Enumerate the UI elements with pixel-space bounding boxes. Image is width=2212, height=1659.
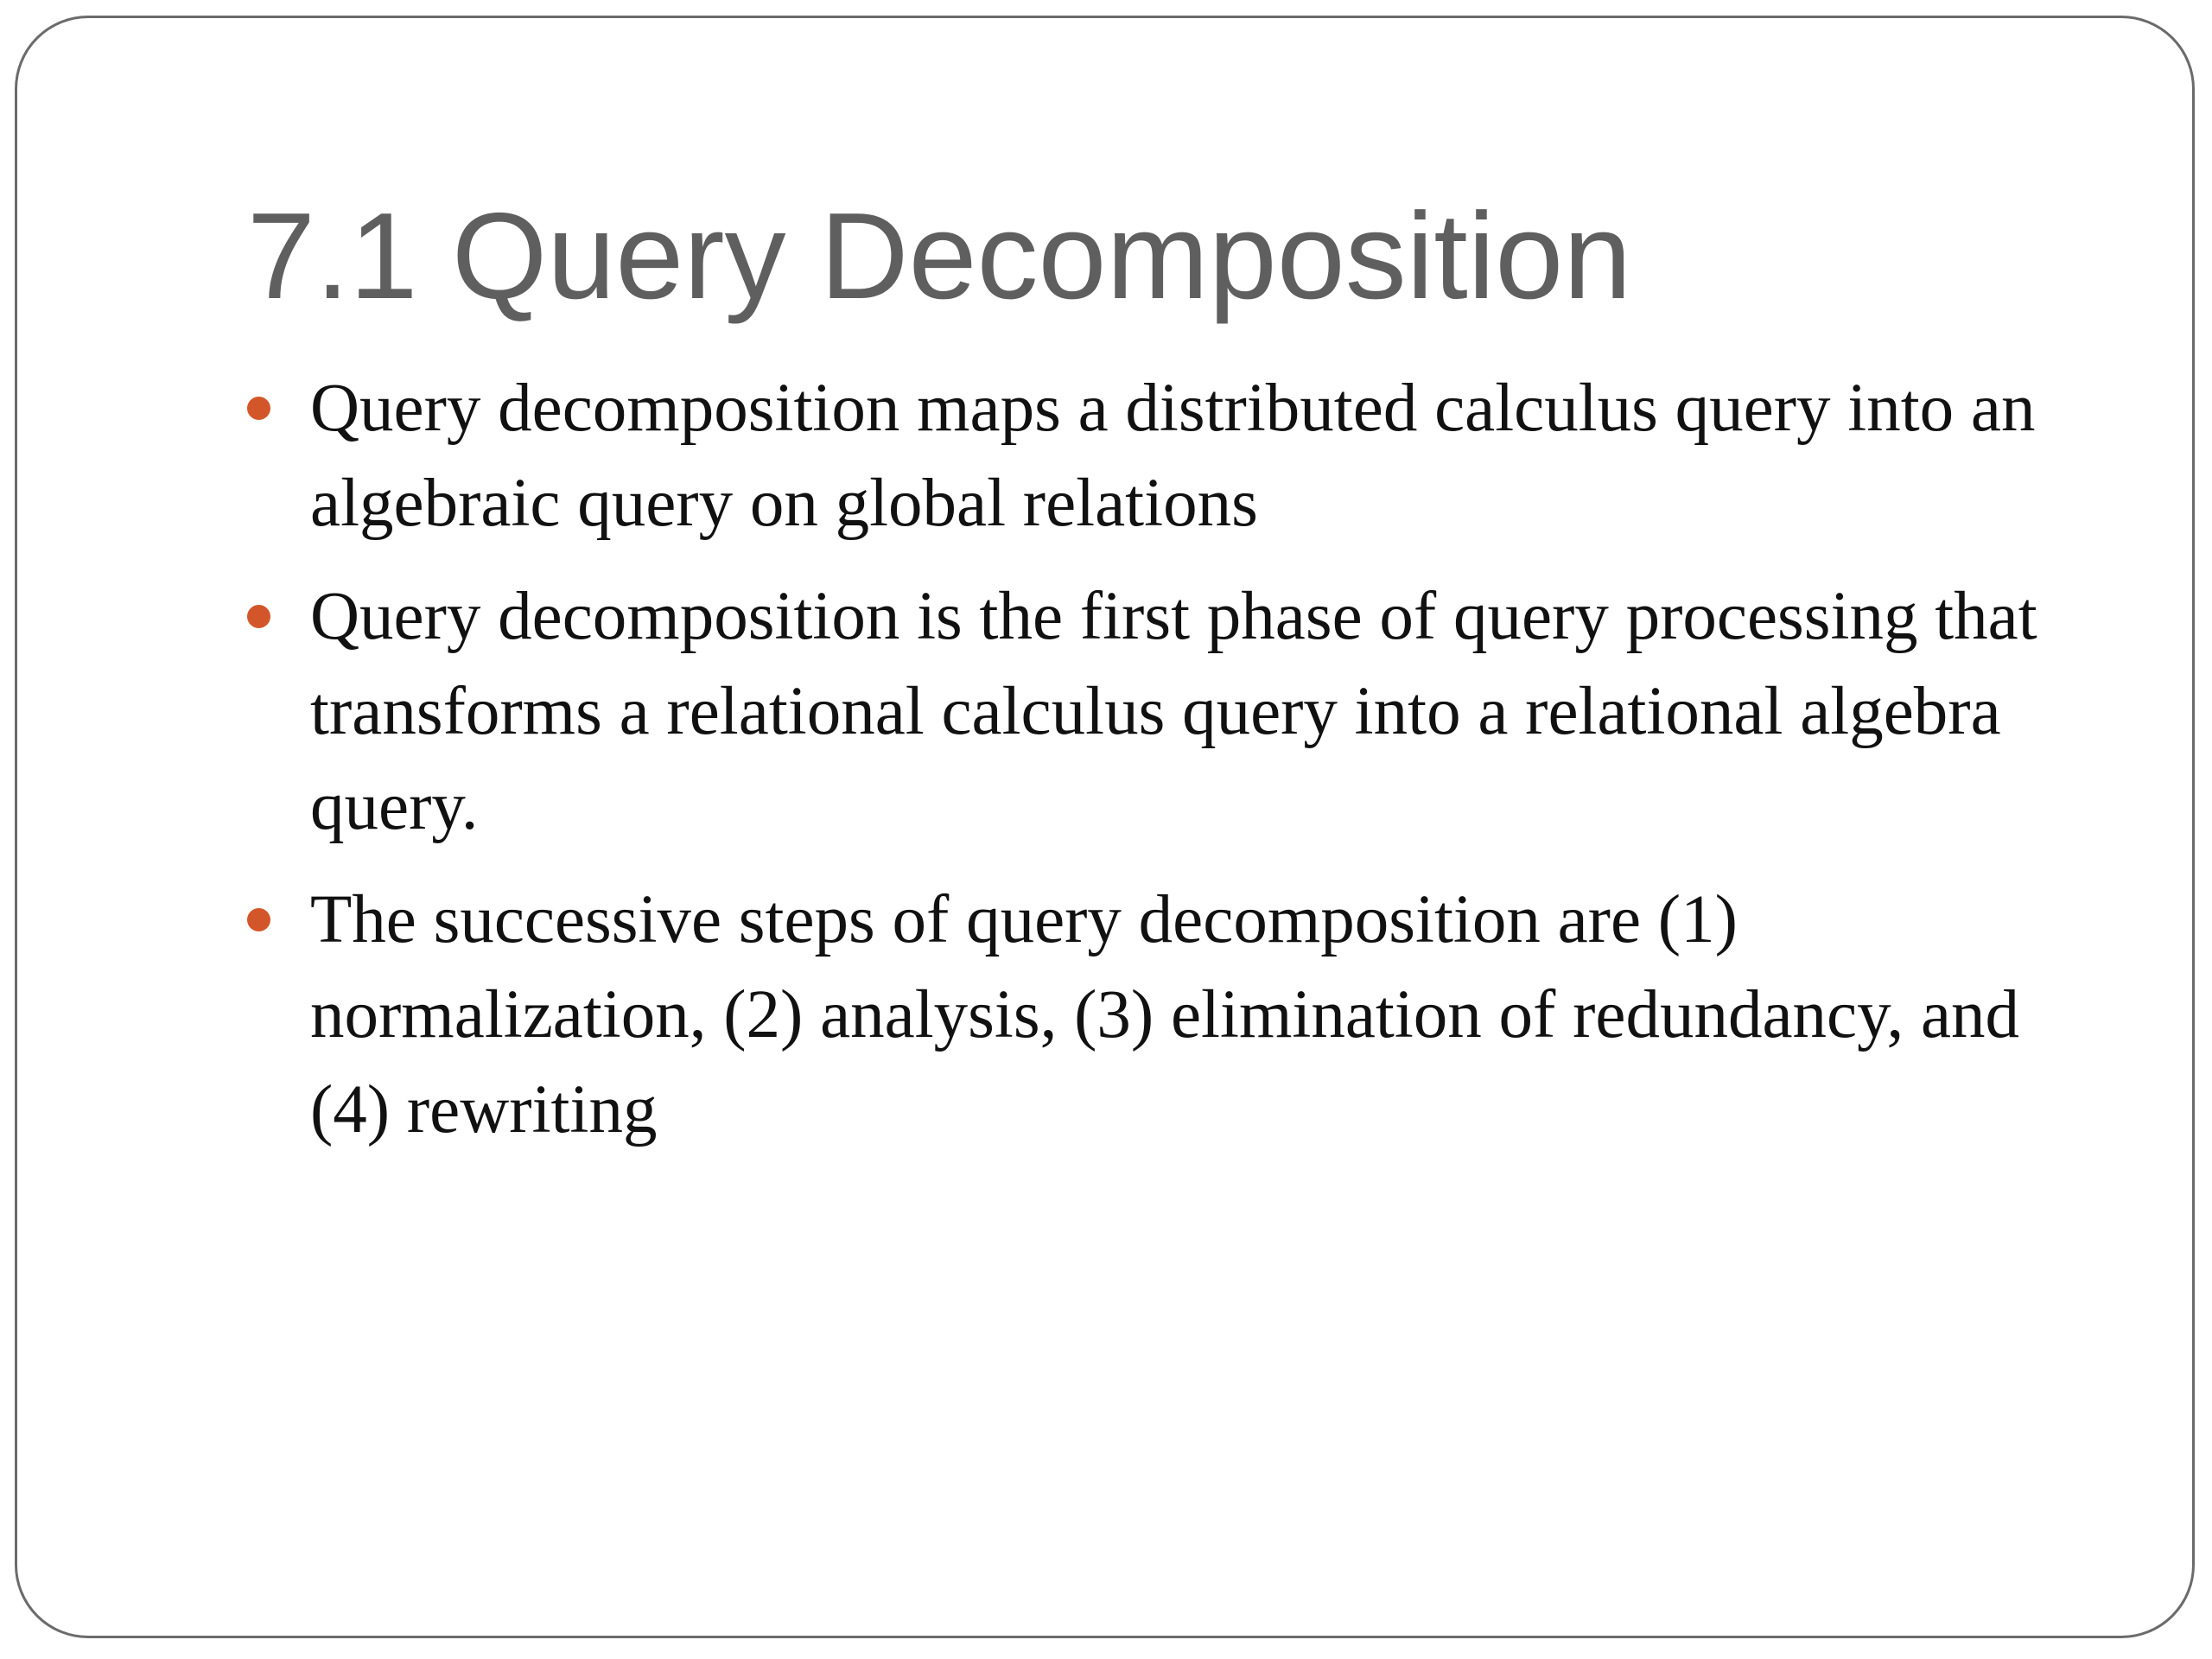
bullet-item-2 <box>242 569 2082 855</box>
bullet-text: Query decomposition maps a distributed calculus query into an algebraic query on global relations <box>310 371 2036 541</box>
bullet-item-1 <box>242 361 2082 551</box>
bullet-text: Query decomposition is the first phase of query processing that transforms a relational calculus query into a relational algebra query. <box>310 579 2037 844</box>
bullet-list <box>242 361 2082 1176</box>
bullet-dot-icon <box>247 908 270 931</box>
bullet-item-3 <box>242 873 2082 1158</box>
bullet-dot-icon <box>247 397 270 420</box>
slide-title: 7.1 Query Decomposition <box>247 188 1632 325</box>
bullet-text: The successive steps of query decomposition are (1) normalization, (2) analysis, (3) elimination of redundancy, and (4) rewriting <box>310 882 2020 1147</box>
bullet-dot-icon <box>247 605 270 628</box>
